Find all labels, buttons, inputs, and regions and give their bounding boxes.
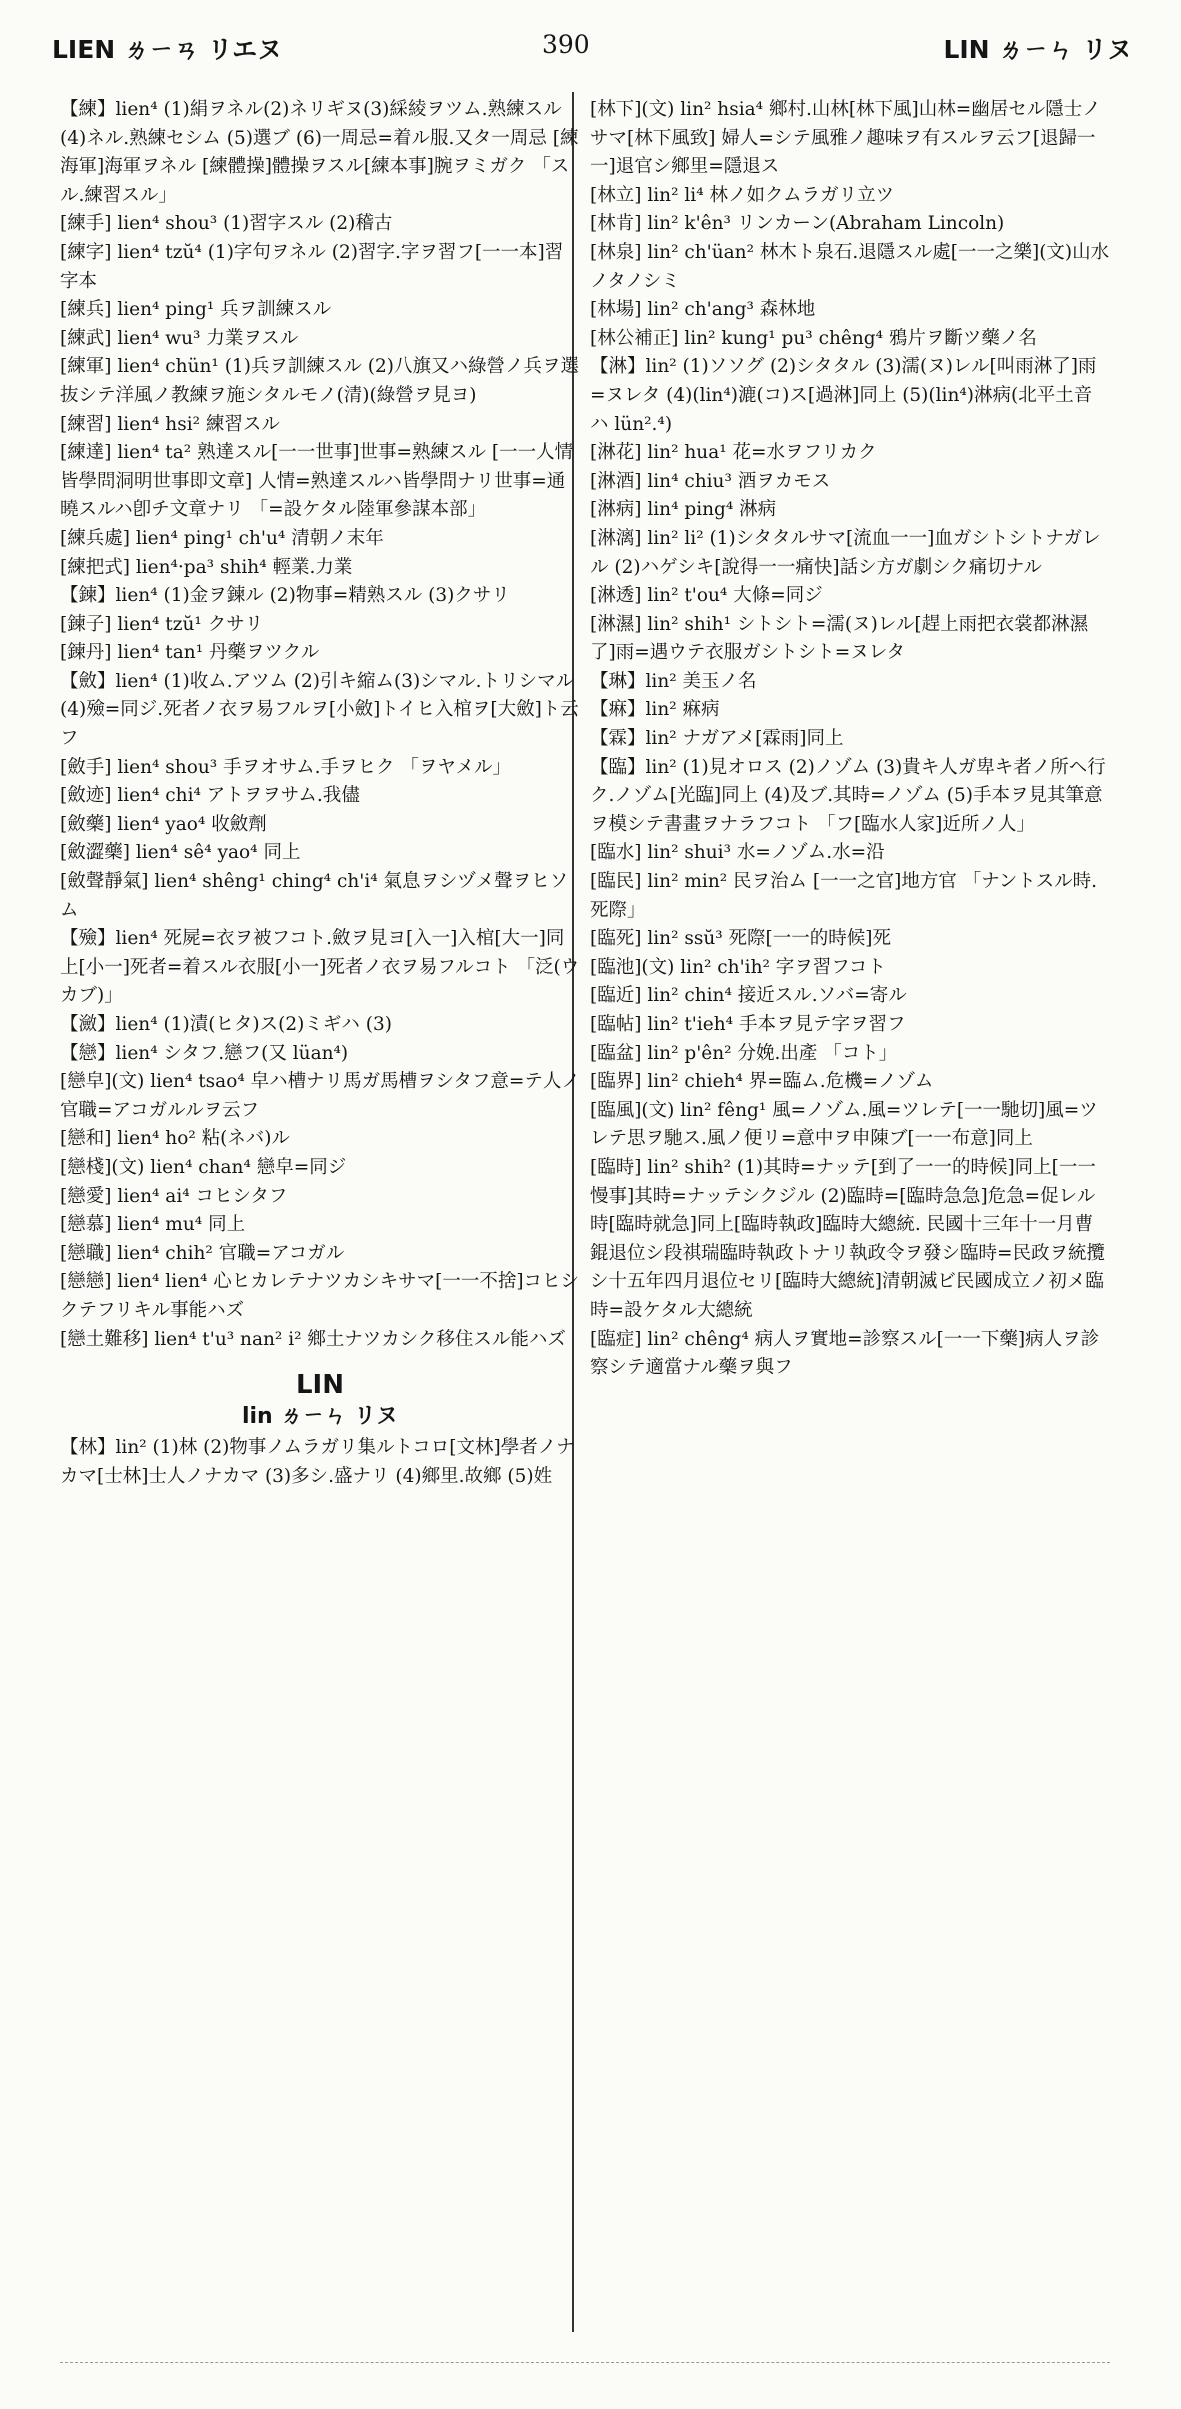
dictionary-entry: [戀棧](文) lien⁴ chan⁴ 戀皁=同ジ	[60, 1156, 347, 1178]
dictionary-entry: [練手] lien⁴ shou³ (1)習字スル (2)稽古	[60, 213, 393, 235]
dictionary-entry: [臨池](文) lin² ch'ih² 字ヲ習フコト	[590, 956, 886, 978]
dictionary-entry: [臨水] lin² shui³ 水=ノゾム.水=沿	[590, 842, 885, 864]
dictionary-entry: [林立] lin² li⁴ 林ノ如クムラガリ立ツ	[590, 184, 895, 206]
dictionary-entry: [臨死] lin² ssŭ³ 死際[一一的時候]死	[590, 928, 891, 950]
dictionary-entry: 【斂】lien⁴ (1)收ム.アツム (2)引キ縮ム(3)シマル.トリシマル (4)殮=同ジ.死者ノ衣ヲ易フルヲ[小斂]トイヒ入棺ヲ[大斂]ト云フ	[60, 670, 579, 750]
running-head-right: LIN ㄌㄧㄣ リヌ	[943, 35, 1132, 64]
dictionary-entry: [鍊子] lien⁴ tzŭ¹ クサリ	[60, 613, 264, 635]
dictionary-entry: [臨盆] lin² p'ên² 分娩.出產 「コト」	[590, 1042, 898, 1064]
dictionary-entry: [林肯] lin² k'ên³ リンカーン(Abraham Lincoln)	[590, 213, 1005, 235]
dictionary-entry: [戀慕] lien⁴ mu⁴ 同上	[60, 1214, 246, 1236]
dictionary-entry: 【林】lin² (1)林 (2)物事ノムラガリ集ルトコロ[文林]學者ノナカマ[士林]士人ノナカマ (3)多シ.盛ナリ (4)鄉里.故鄉 (5)姓	[60, 1437, 575, 1487]
dictionary-entry: [練把式] lien⁴·pa³ shih⁴ 輕業.力業	[60, 556, 353, 578]
dictionary-entry: [臨風](文) lin² fêng¹ 風=ノゾム.風=ツレテ[一一馳切]風=ツレテ思ヲ馳ス.風ノ便リ=意中ヲ申陳ブ[一一布意]同上	[590, 1099, 1098, 1150]
dictionary-entry: [練武] lien⁴ wu³ 力業ヲスル	[60, 327, 299, 349]
dictionary-entry: [戀愛] lien⁴ ai⁴ コヒシタフ	[60, 1185, 288, 1207]
dictionary-entry: [淋花] lin² hua¹ 花=水ヲフリカク	[590, 442, 877, 464]
section-title: LIN	[295, 1370, 344, 1401]
left-column	[60, 96, 580, 2326]
dictionary-entry: [臨帖] lin² t'ieh⁴ 手本ヲ見テ字ヲ習フ	[590, 1014, 906, 1035]
dictionary-entry: [斂聲靜氣] lien⁴ shêng¹ ching⁴ ch'i⁴ 氣息ヲシヅメ聲ヲヒソム	[60, 871, 569, 921]
dictionary-entry: [戀戀] lien⁴ lien⁴ 心ヒカレテナツカシキサマ[一一不捨]コヒシクテフリキル事能ハズ	[60, 1271, 580, 1321]
dictionary-entry: [練軍] lien⁴ chün¹ (1)兵ヲ訓練スル (2)八旗又ハ綠營ノ兵ヲ選抜シテ洋風ノ教練ヲ施シタルモノ(清)(綠營ヲ見ヨ)	[60, 356, 580, 406]
bottom-scan-rule	[60, 2362, 1110, 2363]
dictionary-entry: [戀職] lien⁴ chih² 官職=アコガル	[60, 1242, 345, 1264]
right-column	[590, 96, 1110, 2326]
dictionary-entry: [林下](文) lin² hsia⁴ 鄉村.山林[林下風]山林=幽居セル隱士ノサマ[林下風致] 婦人=シテ風雅ノ趣味ヲ有スルヲ云フ[退歸一一]退官シ鄉里=隱退ス	[590, 99, 1101, 178]
dictionary-entry: [林泉] lin² ch'üan² 林木ト泉石.退隱スル處[一一之樂](文)山水ノタノシミ	[590, 241, 1110, 292]
dictionary-entry: 【痳】lin² 痳病	[590, 699, 720, 721]
section-heading	[60, 1368, 580, 1432]
dictionary-entry: [淋病] lin⁴ ping⁴ 淋病	[590, 499, 777, 521]
dictionary-entry: [臨近] lin² chin⁴ 接近スル.ソバ=寄ル	[590, 985, 907, 1007]
dictionary-entry: [淋透] lin² t'ou⁴ 大條=同ジ	[590, 585, 823, 607]
dictionary-entry: [淋漓] lin² li² (1)シタタルサマ[流血一一]血ガシトシトナガレル (2)ハゲシキ[說得一一痛快]話シ方ガ劇シク痛切ナル	[590, 527, 1101, 578]
running-head-left: LIEN ㄌㄧㄢ リエヌ	[52, 35, 283, 64]
dictionary-entry: [臨界] lin² chieh⁴ 界=臨ム.危機=ノゾム	[590, 1071, 934, 1093]
dictionary-entry: [臨時] lin² shih² (1)其時=ナッテ[到了一一的時候]同上[一一慢事]其時=ナッテシクジル (2)臨時=[臨時急急]危急=促レル時[臨時就急]同上[臨時執政]臨時大總統. 民國十三年十一月曹錕退位シ段祺瑞臨時執政トナリ執政令ヲ發シ臨時=民政ヲ統攬シ十五年四月退位セリ[臨時大總統]清朝滅ビ民國成立ノ初メ臨時=設ケタル大總統	[590, 1156, 1106, 1321]
dictionary-entry: [臨民] lin² min² 民ヲ治ム [一一之官]地方官 「ナントスル時.死際」	[590, 871, 1098, 921]
dictionary-entry: [練兵] lien⁴ ping¹ 兵ヲ訓練スル	[60, 299, 332, 321]
dictionary-entry: 【臨】lin² (1)見オロス (2)ノゾム (3)貴キ人ガ卑キ者ノ所ヘ行ク.ノゾム[光臨]同上 (4)及ブ.其時=ノゾム (5)手本ヲ見其筆意ヲ模シテ書畫ヲナラフコト 「フ[臨水人家]近所ノ人」	[590, 756, 1106, 835]
dictionary-entry: [斂藥] lien⁴ yao⁴ 收斂劑	[60, 813, 267, 835]
dictionary-entry: 【淋】lin² (1)ソソグ (2)シタタル (3)濡(ヌ)レル[叫雨淋了]雨=ヌレタ (4)(lin⁴)漉(コ)ス[過淋]同上 (5)(lin⁴)淋病(北平土音ハ lün².⁴)	[590, 356, 1097, 435]
page-number: 390	[542, 30, 590, 59]
dictionary-entry: [戀皁](文) lien⁴ tsao⁴ 皁ハ槽ナリ馬ガ馬槽ヲシタフ意=テ人ノ官職=アコガルルヲ云フ	[60, 1071, 580, 1121]
dictionary-entry: 【瀲】lien⁴ (1)漬(ヒタ)ス(2)ミギハ (3)	[60, 1014, 392, 1035]
section-subtitle: lin ㄌㄧㄣ リヌ	[241, 1404, 399, 1430]
dictionary-entry: [斂澀藥] lien⁴ sê⁴ yao⁴ 同上	[60, 842, 301, 864]
dictionary-entry: [斂手] lien⁴ shou³ 手ヲオサム.手ヲヒク 「ヲヤメル」	[60, 756, 512, 778]
dictionary-entry: [戀和] lien⁴ ho² 粘(ネバ)ル	[60, 1128, 290, 1150]
dictionary-entry: 【鍊】lien⁴ (1)金ヲ鍊ル (2)物事=精熟スル (3)クサリ	[60, 585, 510, 607]
dictionary-entry: 【殮】lien⁴ 死屍=衣ヲ被フコト.斂ヲ見ヨ[入一]入棺[大一]同上[小一]死者=着スル衣服[小一]死者ノ衣ヲ易フルコト 「泛(ウカブ)」	[60, 928, 580, 1007]
dictionary-entry: [練字] lien⁴ tzŭ⁴ (1)字句ヲネル (2)習字.字ヲ習フ[一一本]習字本	[60, 241, 564, 292]
dictionary-entry: [林場] lin² ch'ang³ 森林地	[590, 299, 816, 321]
dictionary-entry: [練兵處] lien⁴ ping¹ ch'u⁴ 清朝ノ末年	[60, 527, 384, 549]
dictionary-entry: [淋濕] lin² shih¹ シトシト=濡(ヌ)レル[趕上雨把衣裳都淋濕了]雨=遇ウテ衣服ガシトシト=ヌレタ	[590, 613, 1089, 664]
dictionary-entry: [斂迹] lien⁴ chi⁴ アトヲヲサム.我儘	[60, 785, 360, 807]
dictionary-entry: [臨症] lin² chêng⁴ 病人ヲ實地=診察スル[一一下藥]病人ヲ診察シテ適當ナル藥ヲ與フ	[590, 1328, 1100, 1379]
dictionary-entry: [練達] lien⁴ ta² 熟達スル[一一世事]世事=熟練スル [一一人情皆學問洞明世事即文章] 人情=熟達スルハ皆學問ナリ世事=通曉スルハ卽チ文章ナリ 「=設ケタル陸軍參謀本部」	[60, 442, 574, 521]
dictionary-entry: 【練】lien⁴ (1)絹ヲネル(2)ネリギヌ(3)綵綾ヲツム.熟練スル (4)ネル.熟練セシム (5)選ブ (6)一周忌=着ル服.又タ一周忌 [練海軍]海軍ヲネル [練體操]體操ヲスル[練本事]腕ヲミガク 「スル.練習スル」	[60, 99, 579, 206]
dictionary-entry: 【琳】lin² 美玉ノ名	[590, 670, 757, 692]
dictionary-entry: [戀土難移] lien⁴ t'u³ nan² i² 鄉土ナツカシク移住スル能ハズ	[60, 1328, 566, 1350]
running-head	[52, 30, 1132, 70]
dictionary-entry: [淋酒] lin⁴ chiu³ 酒ヲカモス	[590, 470, 831, 492]
dictionary-entry: 【霖】lin² ナガアメ[霖雨]同上	[590, 728, 844, 750]
dictionary-entry: 【戀】lien⁴ シタフ.戀フ(又 lüan⁴)	[60, 1042, 349, 1064]
dictionary-entry: [鍊丹] lien⁴ tan¹ 丹藥ヲツクル	[60, 642, 320, 664]
dictionary-entry: [林公補正] lin² kung¹ pu³ chêng⁴ 鴉片ヲ斷ツ藥ノ名	[590, 327, 1037, 349]
dictionary-entry: [練習] lien⁴ hsi² 練習スル	[60, 413, 280, 435]
